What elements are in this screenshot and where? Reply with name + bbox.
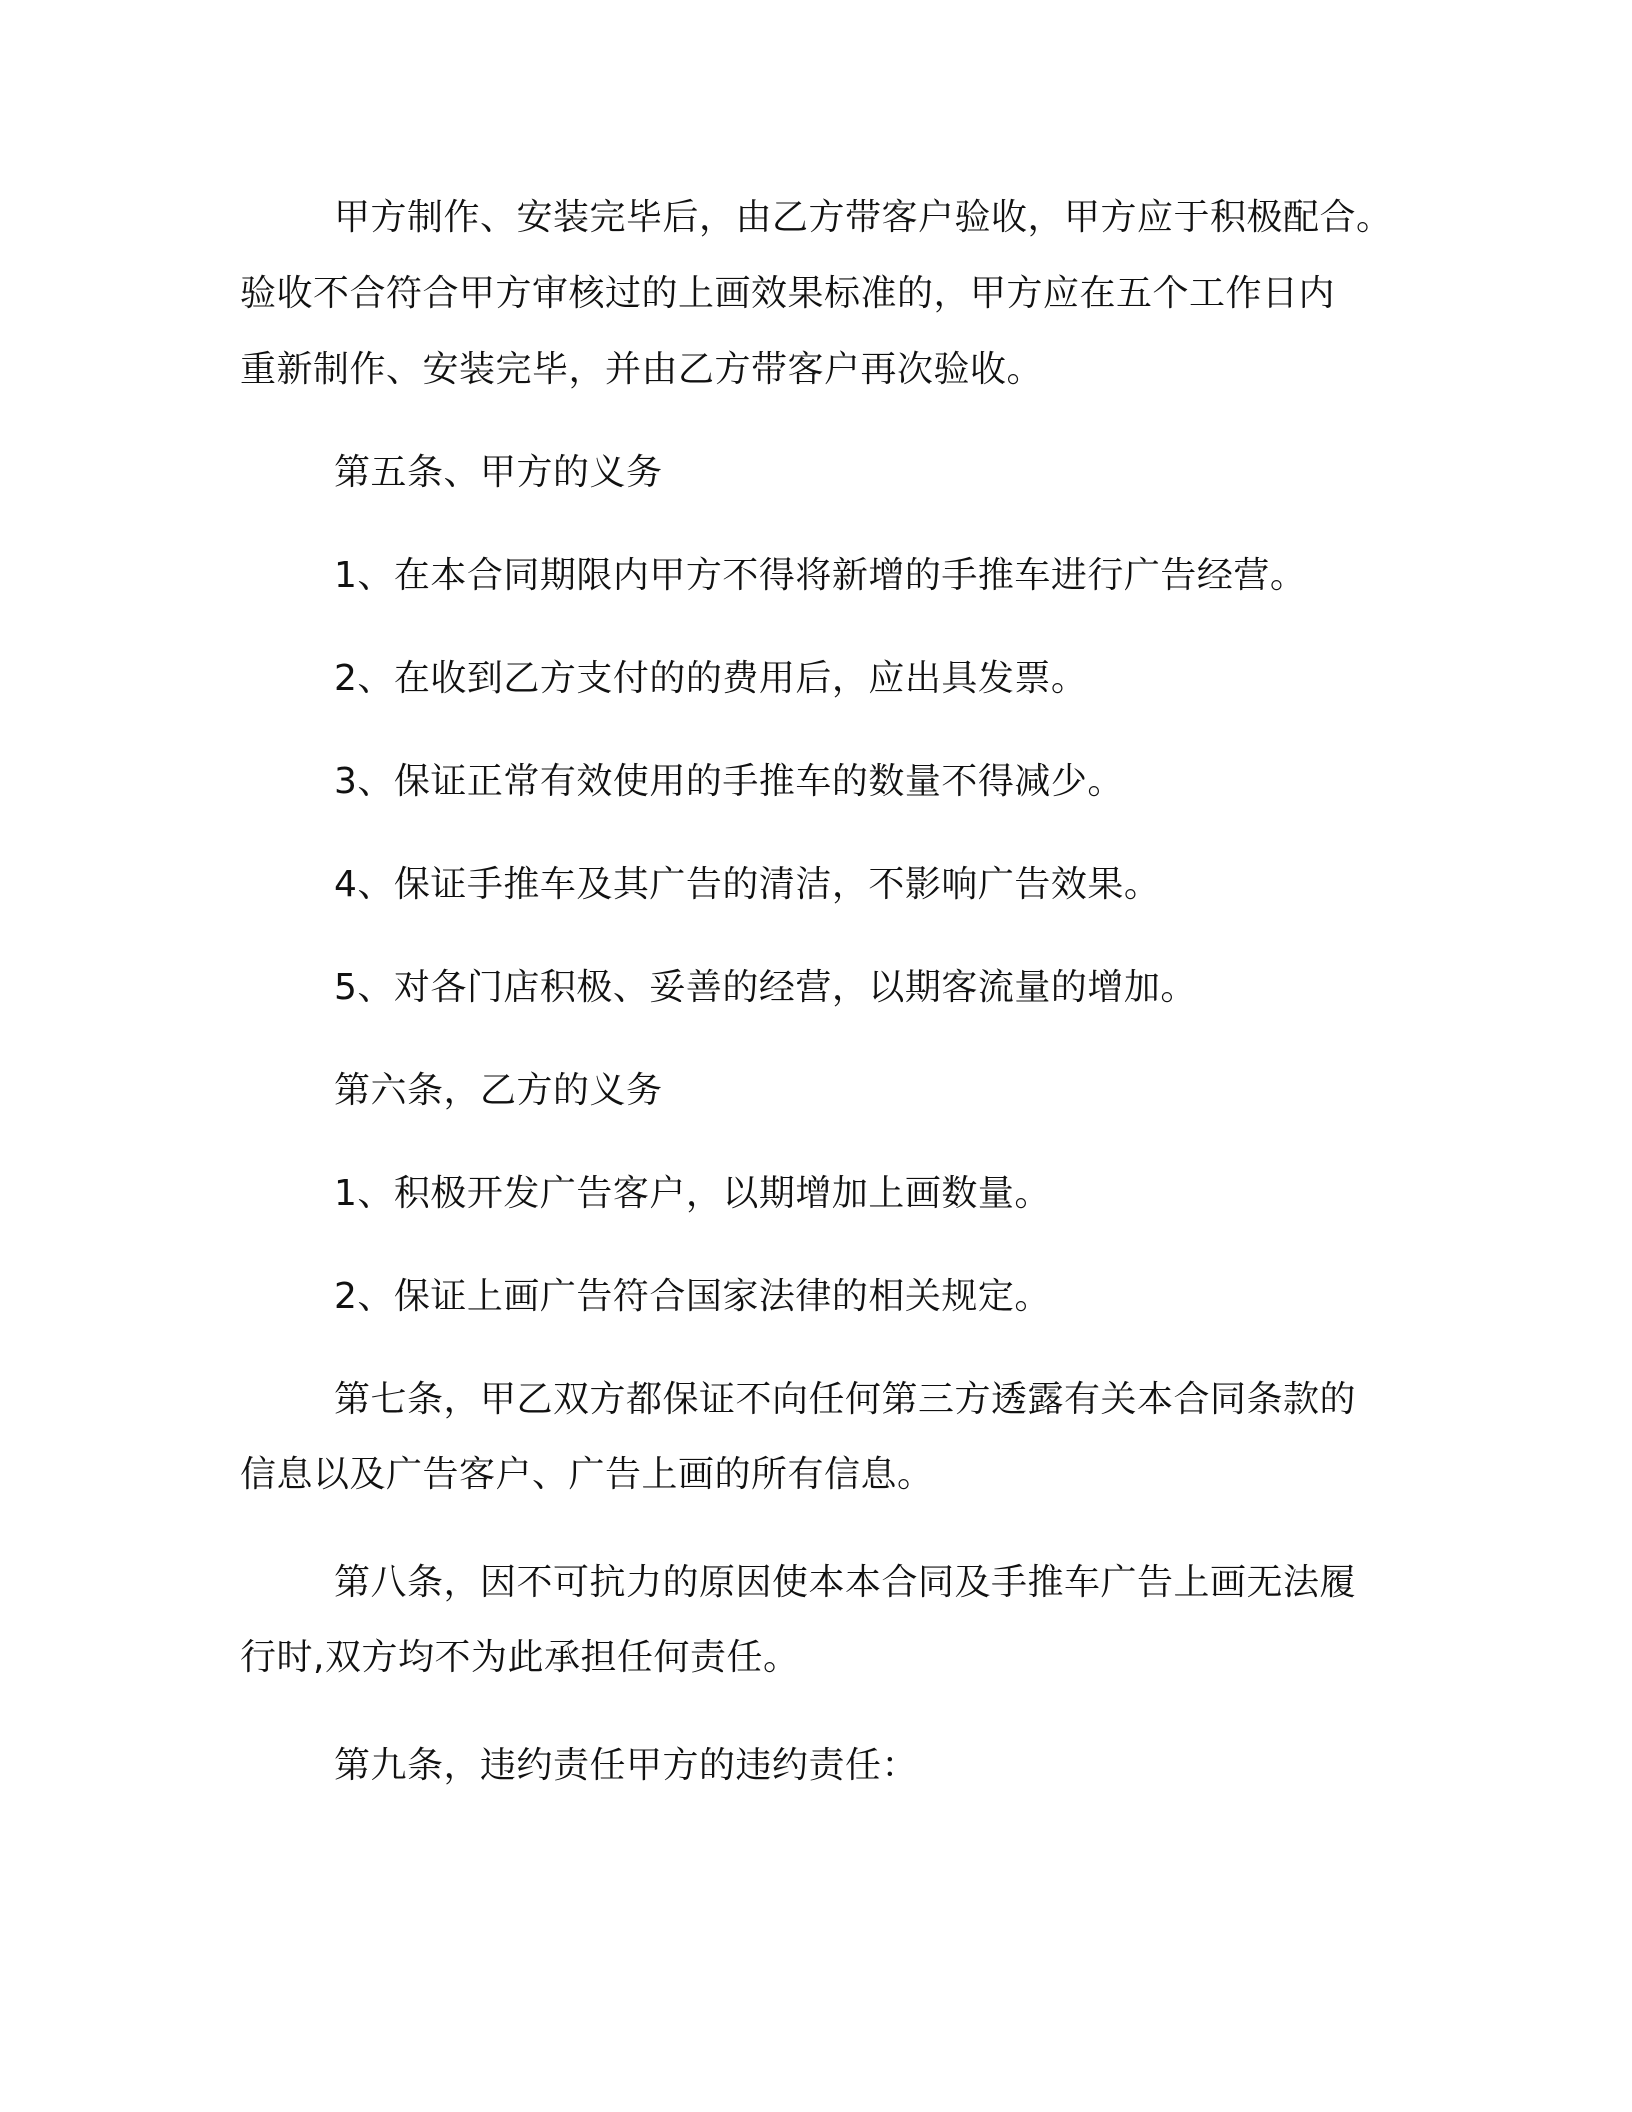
article-5-item-4: 4、保证手推车及其广告的清洁，不影响广告效果。 bbox=[334, 864, 1161, 905]
paragraph-acceptance-line-2: 验收不合符合甲方审核过的上画效果标准的，甲方应在五个工作日内 bbox=[240, 273, 1336, 314]
article-5-item-3: 3、保证正常有效使用的手推车的数量不得减少。 bbox=[334, 761, 1124, 802]
article-5-item-2: 2、在收到乙方支付的的费用后，应出具发票。 bbox=[334, 658, 1088, 699]
article-6-heading: 第六条，乙方的义务 bbox=[334, 1070, 663, 1111]
article-7-line-2: 信息以及广告客户、广告上画的所有信息。 bbox=[240, 1454, 934, 1495]
article-8-line-2: 行时,双方均不为此承担任何责任。 bbox=[240, 1637, 800, 1678]
article-5-item-1: 1、在本合同期限内甲方不得将新增的手推车进行广告经营。 bbox=[334, 555, 1307, 596]
article-7-line-1: 第七条，甲乙双方都保证不向任何第三方透露有关本合同条款的 bbox=[334, 1379, 1357, 1420]
article-9-heading: 第九条，违约责任甲方的违约责任： bbox=[334, 1745, 919, 1786]
article-5-heading: 第五条、甲方的义务 bbox=[334, 452, 663, 493]
article-8-line-1: 第八条，因不可抗力的原因使本本合同及手推车广告上画无法履 bbox=[334, 1562, 1357, 1603]
paragraph-acceptance-line-1: 甲方制作、安装完毕后，由乙方带客户验收，甲方应于积极配合。 bbox=[334, 197, 1393, 238]
article-6-item-2: 2、保证上画广告符合国家法律的相关规定。 bbox=[334, 1276, 1051, 1317]
article-5-item-5: 5、对各门店积极、妥善的经营，以期客流量的增加。 bbox=[334, 967, 1197, 1008]
article-6-item-1: 1、积极开发广告客户，以期增加上画数量。 bbox=[334, 1173, 1051, 1214]
paragraph-acceptance-line-3: 重新制作、安装完毕，并由乙方带客户再次验收。 bbox=[240, 349, 1044, 390]
